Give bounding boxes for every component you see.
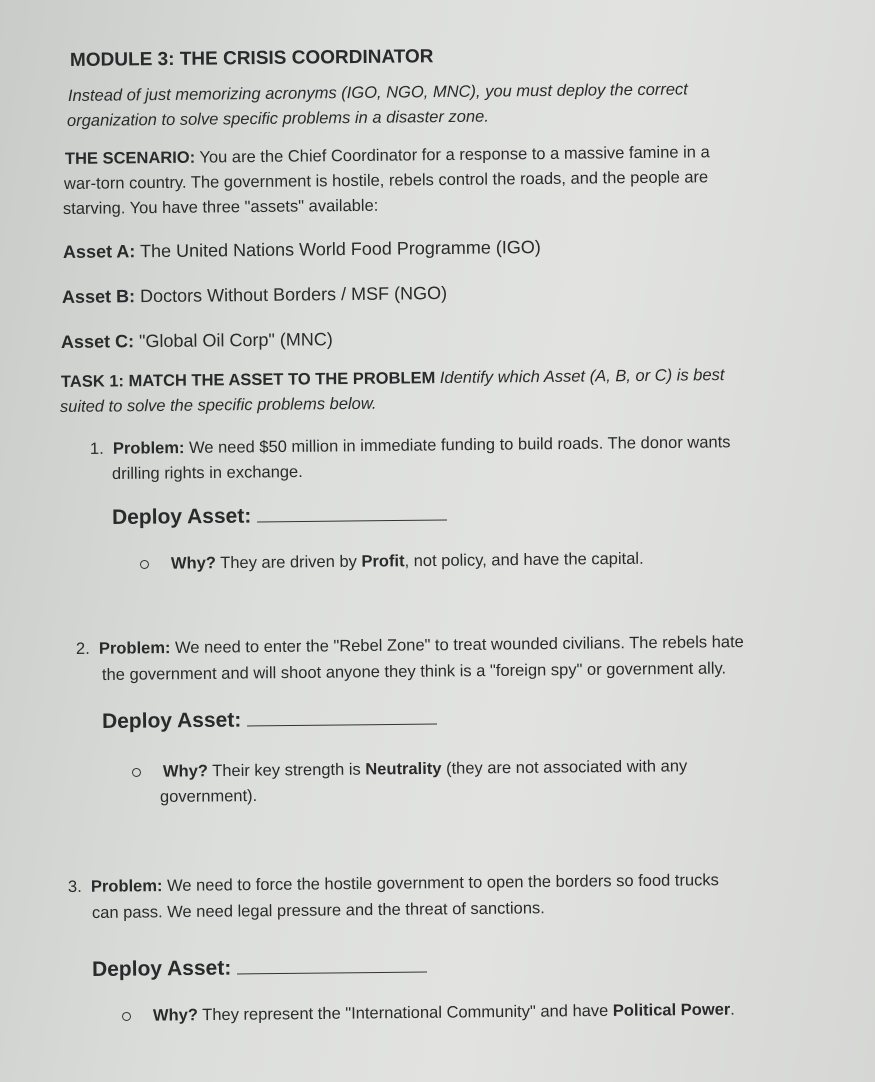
problem-text: We need to force the hostile government to open the borders so food trucks xyxy=(166,871,719,895)
why-keyword: Profit xyxy=(361,552,405,571)
problem-2 xyxy=(76,633,744,659)
deploy-label: Deploy Asset: xyxy=(91,956,232,981)
scenario-line-1 xyxy=(65,143,710,169)
intro-line-1: Instead of just memorizing acronyms (IGO, NGO, MNC), you must deploy the correct xyxy=(67,80,688,105)
problem-number: 1. xyxy=(89,439,104,458)
why-label: Why? xyxy=(170,554,217,573)
scenario-label: THE SCENARIO: xyxy=(64,148,196,168)
problem-text: We need $50 million in immediate funding to build roads. The donor wants xyxy=(188,433,731,457)
deploy-asset-1 xyxy=(112,502,447,530)
asset-c xyxy=(61,329,333,353)
why-2-line-2: government). xyxy=(159,786,258,806)
why-3 xyxy=(122,1001,735,1026)
why-text: (they are not associated with any xyxy=(441,757,688,778)
asset-text: "Global Oil Corp" (MNC) xyxy=(138,329,333,352)
why-label: Why? xyxy=(152,1006,199,1025)
bullet-icon xyxy=(122,1012,131,1021)
problem-3-line-2: can pass. We need legal pressure and the threat of sanctions. xyxy=(91,899,545,922)
problem-text: We need to enter the "Rebel Zone" to treat wounded civilians. The rebels hate xyxy=(174,633,744,657)
bullet-icon xyxy=(140,560,149,569)
problem-label: Problem: xyxy=(112,439,185,458)
answer-blank-1[interactable] xyxy=(257,518,447,522)
page-title: MODULE 3: THE CRISIS COORDINATOR xyxy=(69,46,434,71)
why-label: Why? xyxy=(162,762,209,781)
scenario-line-3: starving. You have three "assets" available: xyxy=(62,196,379,218)
why-keyword: Political Power xyxy=(612,1000,731,1020)
task-heading xyxy=(61,366,725,392)
why-text: They represent the "International Community" and have xyxy=(202,1001,613,1025)
task-label: TASK 1: MATCH THE ASSET TO THE PROBLEM xyxy=(60,369,436,391)
why-text: . xyxy=(730,1000,735,1019)
asset-label: Asset C: xyxy=(60,331,135,352)
problem-1 xyxy=(90,433,731,459)
deploy-asset-2 xyxy=(102,706,437,734)
why-text: , not policy, and have the capital. xyxy=(404,549,644,571)
asset-text: Doctors Without Borders / MSF (NGO) xyxy=(139,282,448,307)
asset-label: Asset B: xyxy=(61,286,136,307)
scenario-text: You are the Chief Coordinator for a response to a massive famine in a xyxy=(199,143,710,167)
problem-1-line-2: drilling rights in exchange. xyxy=(111,463,303,483)
task-instruction-2: suited to solve the specific problems below. xyxy=(59,394,377,416)
answer-blank-2[interactable] xyxy=(247,722,437,726)
deploy-asset-3 xyxy=(92,954,427,982)
problem-number: 2. xyxy=(75,639,90,658)
answer-blank-3[interactable] xyxy=(237,970,427,974)
why-keyword: Neutrality xyxy=(365,759,442,779)
deploy-label: Deploy Asset: xyxy=(111,504,252,529)
scenario-line-2: war-torn country. The government is hostile, rebels control the roads, and the people are xyxy=(63,168,709,193)
problem-3 xyxy=(68,871,719,897)
problem-label: Problem: xyxy=(98,639,171,658)
task-instruction: Identify which Asset (A, B, or C) is best xyxy=(439,366,725,388)
asset-text: The United Nations World Food Programme (IGO) xyxy=(139,236,541,262)
asset-a xyxy=(63,237,541,263)
problem-label: Problem: xyxy=(90,877,163,896)
why-2 xyxy=(132,757,687,782)
deploy-label: Deploy Asset: xyxy=(101,708,242,733)
problem-2-line-2: the government and will shoot anyone they think is a "foreign spy" or government ally. xyxy=(101,659,727,684)
asset-b xyxy=(62,283,447,308)
asset-label: Asset A: xyxy=(62,241,136,262)
bullet-icon xyxy=(132,768,141,777)
why-1 xyxy=(140,550,644,574)
why-text: They are driven by xyxy=(220,552,362,573)
why-text: Their key strength is xyxy=(212,760,366,781)
problem-number: 3. xyxy=(67,877,82,896)
intro-line-2: organization to solve specific problems in a disaster zone. xyxy=(66,107,489,130)
